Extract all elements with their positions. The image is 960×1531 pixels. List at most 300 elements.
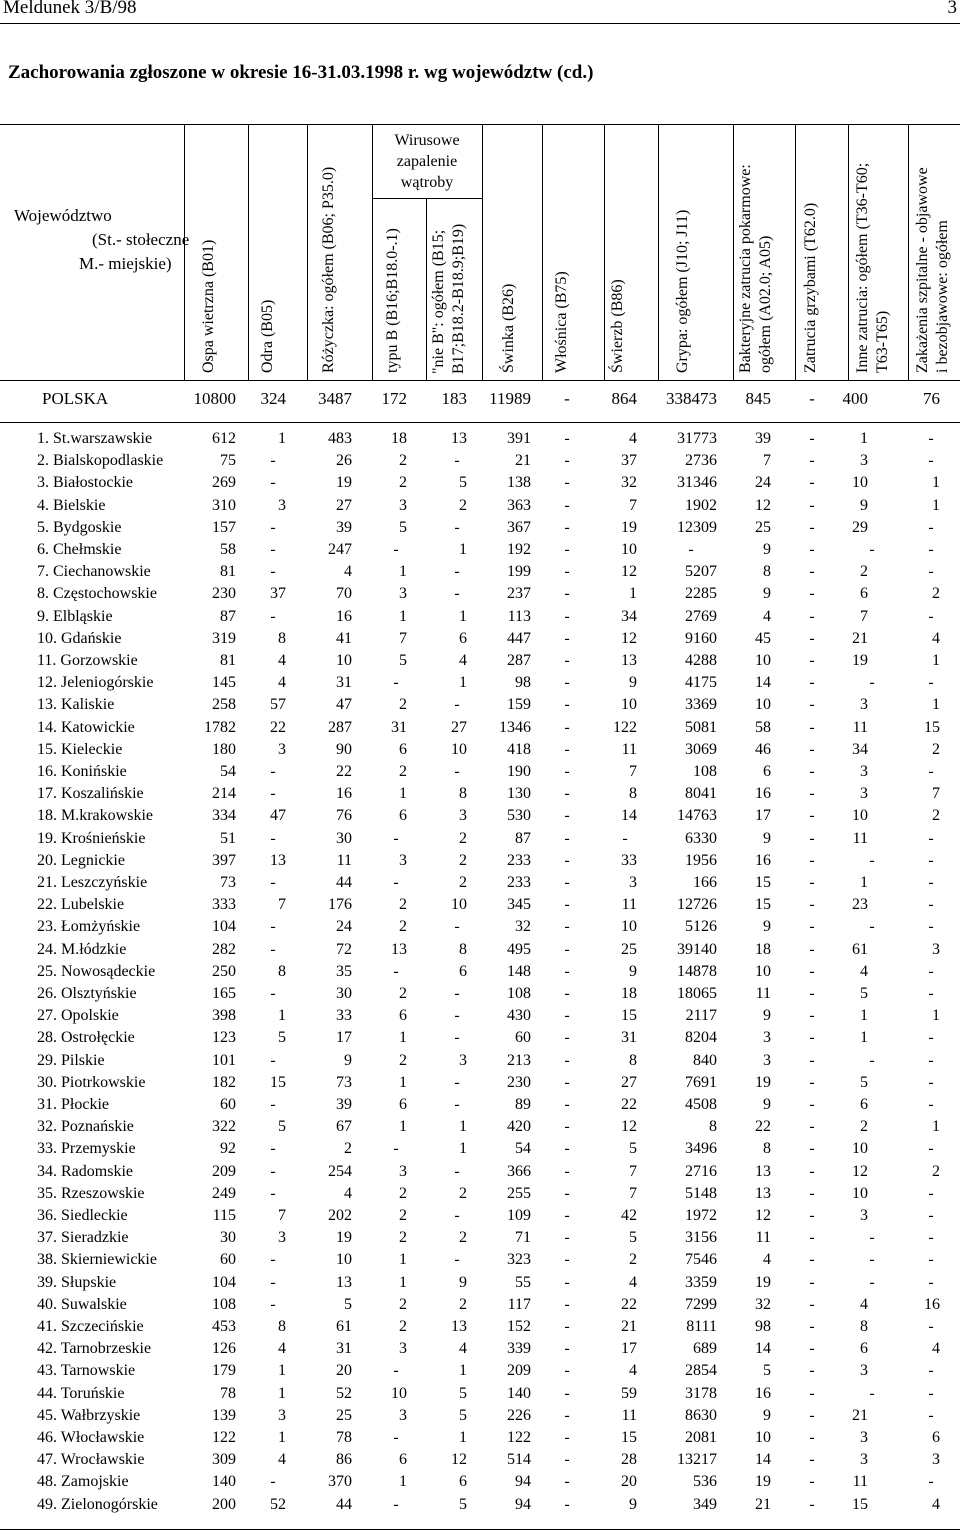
table-cell: 15 — [270, 1073, 286, 1091]
table-cell: - — [869, 918, 875, 936]
table-cell: - — [270, 1251, 276, 1269]
table-cell: 3 — [399, 585, 407, 603]
table-cell: 255 — [507, 1184, 531, 1202]
table-cell: 166 — [693, 874, 717, 891]
table-cell: 4 — [459, 652, 467, 669]
table-cell: 4 — [344, 1184, 352, 1202]
table-cell: 78 — [336, 1429, 352, 1446]
table-cell: 5 — [459, 1384, 467, 1402]
region-name: 11. Gorzowskie — [37, 652, 138, 669]
table-cell: 123 — [212, 1029, 236, 1047]
table-cell: 5 — [399, 518, 407, 536]
table-cell: 1 — [932, 1118, 940, 1136]
table-cell: 233 — [507, 874, 531, 891]
table-row — [0, 717, 960, 739]
table-cell: 113 — [507, 607, 531, 625]
column-divider — [184, 124, 185, 380]
table-cell: 15 — [924, 718, 940, 736]
table-cell: 11 — [621, 740, 637, 758]
table-cell: 29 — [852, 518, 868, 536]
table-cell: 3496 — [685, 1140, 717, 1158]
table-cell: 2716 — [685, 1162, 717, 1180]
table-cell: 25 — [336, 1406, 352, 1424]
table-cell: 7299 — [685, 1295, 717, 1313]
table-cell: - — [564, 1207, 570, 1224]
table-cell: 12 — [755, 496, 771, 514]
table-cell: 31346 — [677, 474, 717, 492]
table-cell: 2 — [459, 1229, 467, 1247]
table-cell: - — [564, 940, 570, 958]
table-cell: 3 — [459, 1051, 467, 1069]
table-cell: 180 — [212, 740, 236, 758]
table-cell: 864 — [611, 389, 637, 408]
table-row — [0, 1094, 960, 1116]
table-cell: 230 — [507, 1073, 531, 1091]
table-cell: 16 — [924, 1295, 940, 1313]
table-cell: - — [564, 541, 570, 558]
table-cell: - — [393, 962, 399, 980]
table-cell: 6330 — [685, 829, 717, 847]
table-cell: 45 — [755, 629, 771, 647]
table-cell: 27 — [336, 496, 352, 514]
table-top-rule — [0, 124, 960, 125]
table-cell: 4 — [278, 652, 286, 669]
table-cell: 130 — [507, 785, 531, 803]
table-cell: 8 — [459, 785, 467, 803]
region-name: 9. Elbląskie — [37, 607, 113, 625]
table-cell: 199 — [507, 563, 531, 581]
table-cell: 3 — [278, 740, 286, 758]
region-header-line: Województwo — [14, 206, 112, 225]
table-cell: - — [869, 1051, 875, 1069]
column-divider — [604, 124, 605, 380]
table-cell: 92 — [220, 1140, 236, 1158]
table-cell: - — [809, 563, 815, 581]
column-header — [199, 240, 219, 373]
table-cell: - — [564, 389, 570, 408]
table-row — [0, 1027, 960, 1049]
table-cell: 366 — [507, 1162, 531, 1180]
table-cell: - — [454, 1073, 460, 1091]
table-cell: 3487 — [318, 389, 352, 408]
table-cell: 72 — [336, 940, 352, 958]
table-cell: 200 — [212, 1495, 236, 1513]
table-cell: - — [809, 874, 815, 891]
table-cell: 19 — [336, 1229, 352, 1247]
column-header-line: ogółem (A02.0; A05) — [757, 235, 774, 373]
table-row — [0, 1116, 960, 1138]
table-row — [0, 850, 960, 872]
table-cell: - — [928, 962, 934, 980]
table-cell: - — [564, 1007, 570, 1025]
table-cell: 689 — [693, 1340, 717, 1358]
table-row — [0, 739, 960, 761]
table-cell: 2 — [399, 1295, 407, 1313]
table-cell: - — [564, 452, 570, 470]
table-cell: 398 — [212, 1007, 236, 1025]
table-cell: 108 — [693, 763, 717, 780]
table-cell: 333 — [212, 896, 236, 914]
table-cell: - — [928, 1184, 934, 1202]
table-cell: 1 — [399, 1073, 407, 1091]
table-cell: 90 — [336, 740, 352, 758]
table-cell: 1 — [932, 496, 940, 514]
table-cell: 4 — [459, 1340, 467, 1358]
table-row — [0, 783, 960, 805]
table-cell: 2285 — [685, 585, 717, 603]
table-cell: 10 — [451, 740, 467, 758]
table-cell: 13 — [336, 1273, 352, 1291]
column-header — [608, 279, 628, 373]
table-cell: - — [564, 1473, 570, 1491]
table-cell: 44 — [336, 1495, 352, 1513]
table-cell: 18 — [621, 985, 637, 1002]
table-cell: 400 — [842, 389, 868, 408]
table-cell: 108 — [212, 1295, 236, 1313]
table-cell: 9 — [763, 585, 771, 603]
table-cell: 1346 — [499, 718, 531, 736]
table-cell: 52 — [270, 1495, 286, 1513]
table-cell: - — [928, 874, 934, 891]
table-cell: - — [809, 1229, 815, 1247]
column-divider — [848, 124, 849, 380]
table-cell: 10 — [852, 1140, 868, 1158]
table-cell: 58 — [755, 718, 771, 736]
table-cell: 1 — [459, 674, 467, 692]
page-number: 3 — [947, 0, 957, 18]
table-cell: 41 — [336, 629, 352, 647]
table-cell: - — [564, 1318, 570, 1335]
table-cell: 25 — [621, 940, 637, 958]
table-cell: - — [928, 1096, 934, 1113]
table-cell: - — [454, 1029, 460, 1047]
table-cell: - — [564, 896, 570, 914]
table-cell: 9 — [763, 1406, 771, 1424]
table-cell: 19 — [755, 1473, 771, 1491]
table-cell: 3 — [860, 1362, 868, 1380]
region-name: 45. Wałbrzyskie — [37, 1406, 141, 1424]
table-cell: - — [564, 1251, 570, 1269]
column-header-line: Grypa: ogółem (J10; J11) — [674, 209, 691, 373]
table-cell: - — [809, 1273, 815, 1291]
table-cell: 30 — [220, 1229, 236, 1247]
region-name: 48. Zamojskie — [37, 1473, 129, 1491]
table-row — [0, 1161, 960, 1183]
table-cell: - — [270, 452, 276, 470]
table-cell: 845 — [745, 389, 771, 408]
table-cell: 1 — [278, 1384, 286, 1402]
region-name: 6. Chełmskie — [37, 541, 122, 558]
table-cell: 209 — [212, 1162, 236, 1180]
table-cell: 101 — [212, 1051, 236, 1069]
table-cell: 1 — [399, 1029, 407, 1047]
table-cell: - — [688, 541, 694, 558]
region-name: 33. Przemyskie — [37, 1140, 136, 1158]
column-header — [429, 224, 469, 374]
table-cell: 322 — [212, 1118, 236, 1136]
table-cell: 1 — [860, 1007, 868, 1025]
table-row — [0, 1249, 960, 1271]
table-cell: 8041 — [685, 785, 717, 803]
table-cell: 1 — [629, 585, 637, 603]
table-cell: 214 — [212, 785, 236, 803]
table-row — [0, 1427, 960, 1449]
table-cell: 10 — [755, 652, 771, 669]
region-name: 37. Sieradzkie — [37, 1229, 129, 1247]
table-cell: - — [270, 541, 276, 558]
table-cell: 1 — [932, 1007, 940, 1025]
table-cell: 104 — [212, 918, 236, 936]
table-cell: - — [928, 1406, 934, 1424]
table-cell: 345 — [507, 896, 531, 914]
table-cell: 247 — [328, 541, 352, 558]
table-cell: 4 — [278, 674, 286, 692]
column-header-line: Zatrucia grzybami (T62.0) — [802, 202, 819, 373]
region-name: 31. Płockie — [37, 1096, 109, 1113]
region-name: 5. Bydgoskie — [37, 518, 122, 536]
table-cell: 1 — [459, 607, 467, 625]
table-cell: 230 — [212, 585, 236, 603]
column-header-line: Świerzb (B86) — [609, 279, 626, 373]
table-cell: 19 — [852, 652, 868, 669]
table-cell: 1 — [399, 1473, 407, 1491]
table-cell: 8 — [629, 785, 637, 803]
column-divider — [426, 198, 427, 380]
region-name: 28. Ostrołęckie — [37, 1029, 135, 1047]
table-cell: 349 — [693, 1495, 717, 1513]
table-cell: 73 — [336, 1073, 352, 1091]
table-cell: 5 — [763, 1362, 771, 1380]
table-cell: 14 — [621, 807, 637, 825]
table-cell: - — [928, 763, 934, 780]
table-cell: 7 — [629, 1162, 637, 1180]
table-cell: - — [270, 1096, 276, 1113]
table-cell: 3 — [399, 1340, 407, 1358]
table-cell: 2 — [459, 1184, 467, 1202]
table-cell: - — [564, 1073, 570, 1091]
table-cell: - — [270, 1184, 276, 1202]
table-cell: 31 — [336, 1340, 352, 1358]
table-cell: - — [928, 1273, 934, 1291]
table-cell: 1 — [459, 1140, 467, 1158]
table-cell: 4 — [629, 1273, 637, 1291]
table-cell: 37 — [270, 585, 286, 603]
table-cell: - — [928, 518, 934, 536]
table-cell: - — [809, 1362, 815, 1380]
table-cell: 12 — [451, 1451, 467, 1469]
table-cell: 5 — [344, 1295, 352, 1313]
table-cell: 13 — [755, 1162, 771, 1180]
table-cell: 21 — [852, 1406, 868, 1424]
table-cell: 44 — [336, 874, 352, 891]
table-row — [0, 1227, 960, 1249]
table-row — [0, 628, 960, 650]
table-cell: - — [454, 1251, 460, 1269]
table-cell: - — [809, 1406, 815, 1424]
table-row — [0, 583, 960, 605]
table-cell: 13 — [391, 940, 407, 958]
region-name: 35. Rzeszowskie — [37, 1184, 145, 1202]
table-cell: 3156 — [685, 1229, 717, 1247]
table-cell: 16 — [336, 785, 352, 803]
table-cell: - — [270, 1273, 276, 1291]
table-cell: 4 — [344, 563, 352, 581]
table-cell: - — [564, 496, 570, 514]
table-cell: 57 — [270, 696, 286, 714]
region-name: 8. Częstochowskie — [37, 585, 157, 603]
table-cell: - — [270, 763, 276, 780]
table-cell: 3 — [459, 807, 467, 825]
region-name: 13. Kaliskie — [37, 696, 115, 714]
table-cell: 8 — [763, 563, 771, 581]
table-cell: 15 — [755, 874, 771, 891]
table-cell: 11 — [852, 1473, 868, 1491]
table-cell: - — [270, 874, 276, 891]
column-header-line: i bezobjawowe: ogółem — [934, 220, 951, 373]
table-cell: 495 — [507, 940, 531, 958]
table-cell: - — [454, 452, 460, 470]
table-cell: 14 — [755, 1340, 771, 1358]
table-cell: 22 — [755, 1118, 771, 1136]
table-cell: 13 — [451, 1318, 467, 1335]
table-cell: 12 — [621, 563, 637, 581]
region-name: 22. Lubelskie — [37, 896, 125, 914]
table-cell: 51 — [220, 829, 236, 847]
table-cell: 10 — [621, 696, 637, 714]
table-cell: - — [564, 629, 570, 647]
column-header — [673, 210, 693, 373]
table-cell: 7691 — [685, 1073, 717, 1091]
table-cell: - — [928, 1229, 934, 1247]
table-cell: 32 — [621, 474, 637, 492]
table-cell: 11 — [755, 1229, 771, 1247]
region-name: 41. Szczecińskie — [37, 1318, 144, 1335]
table-cell: - — [809, 829, 815, 847]
table-cell: - — [564, 1140, 570, 1158]
table-cell: - — [869, 851, 875, 869]
table-cell: - — [928, 1073, 934, 1091]
table-cell: 7 — [860, 607, 868, 625]
table-cell: 310 — [212, 496, 236, 514]
table-cell: 115 — [212, 1207, 236, 1224]
table-cell: 6 — [860, 585, 868, 603]
table-cell: 12 — [621, 629, 637, 647]
table-cell: 39 — [755, 430, 771, 447]
table-cell: 122 — [613, 718, 637, 736]
table-cell: 8 — [763, 1140, 771, 1158]
table-cell: - — [270, 1162, 276, 1180]
table-cell: 1 — [932, 652, 940, 669]
table-cell: - — [270, 563, 276, 581]
table-bottom-rule — [0, 1529, 960, 1530]
table-cell: - — [393, 874, 399, 891]
table-cell: - — [809, 1140, 815, 1158]
table-cell: 420 — [507, 1118, 531, 1136]
table-cell: 8 — [278, 962, 286, 980]
table-cell: - — [809, 918, 815, 936]
hepatitis-group-header — [372, 130, 482, 193]
table-cell: 2 — [399, 1051, 407, 1069]
region-name: 49. Zielonogórskie — [37, 1495, 158, 1513]
table-cell: - — [809, 740, 815, 758]
table-cell: - — [809, 518, 815, 536]
table-cell: - — [809, 1007, 815, 1025]
table-cell: 11 — [336, 851, 352, 869]
table-cell: 1 — [932, 474, 940, 492]
table-row — [0, 828, 960, 850]
table-cell: 19 — [755, 1073, 771, 1091]
table-cell: - — [928, 851, 934, 869]
table-cell: 9 — [763, 829, 771, 847]
table-cell: 15 — [852, 1495, 868, 1513]
table-cell: 7 — [629, 1184, 637, 1202]
table-cell: 1 — [860, 1029, 868, 1047]
table-cell: 61 — [336, 1318, 352, 1335]
table-cell: - — [270, 829, 276, 847]
table-cell: - — [809, 1184, 815, 1202]
table-cell: 30 — [336, 985, 352, 1002]
table-cell: 8630 — [685, 1406, 717, 1424]
table-cell: - — [454, 1162, 460, 1180]
table-cell: - — [809, 807, 815, 825]
table-cell: 182 — [212, 1073, 236, 1091]
table-cell: 122 — [212, 1429, 236, 1446]
region-name: 3. Białostockie — [37, 474, 133, 492]
table-cell: 19 — [621, 518, 637, 536]
table-cell: - — [928, 1029, 934, 1047]
table-cell: - — [564, 807, 570, 825]
table-cell: 2 — [932, 740, 940, 758]
table-cell: 15 — [621, 1429, 637, 1446]
table-cell: 6 — [860, 1096, 868, 1113]
table-cell: 8 — [629, 1051, 637, 1069]
table-cell: - — [809, 851, 815, 869]
table-cell: 14 — [755, 1451, 771, 1469]
table-cell: - — [270, 1140, 276, 1158]
table-cell: 258 — [212, 696, 236, 714]
table-cell: 269 — [212, 474, 236, 492]
group-header-line: wątroby — [400, 174, 454, 191]
table-cell: 172 — [381, 389, 407, 408]
table-cell: 363 — [507, 496, 531, 514]
table-cell: - — [928, 829, 934, 847]
table-cell: 2769 — [685, 607, 717, 625]
table-cell: 30 — [336, 829, 352, 847]
table-cell: 9 — [629, 962, 637, 980]
table-cell: - — [809, 430, 815, 447]
table-cell: - — [454, 585, 460, 603]
table-cell: - — [454, 696, 460, 714]
table-cell: 67 — [336, 1118, 352, 1136]
table-cell: 47 — [336, 696, 352, 714]
table-row — [0, 1449, 960, 1471]
table-cell: - — [454, 918, 460, 936]
table-cell: 152 — [507, 1318, 531, 1335]
region-name: 12. Jeleniogórskie — [37, 674, 154, 692]
table-cell: - — [809, 1495, 815, 1513]
column-header — [801, 203, 821, 373]
table-cell: 71 — [515, 1229, 531, 1247]
table-cell: - — [928, 1051, 934, 1069]
table-cell: - — [393, 1362, 399, 1380]
table-cell: 2081 — [685, 1429, 717, 1446]
table-row — [0, 450, 960, 472]
region-name: 44. Toruńskie — [37, 1384, 125, 1402]
table-cell: 5081 — [685, 718, 717, 736]
table-cell: - — [564, 1229, 570, 1247]
table-cell: 24 — [336, 918, 352, 936]
table-row — [0, 1294, 960, 1316]
